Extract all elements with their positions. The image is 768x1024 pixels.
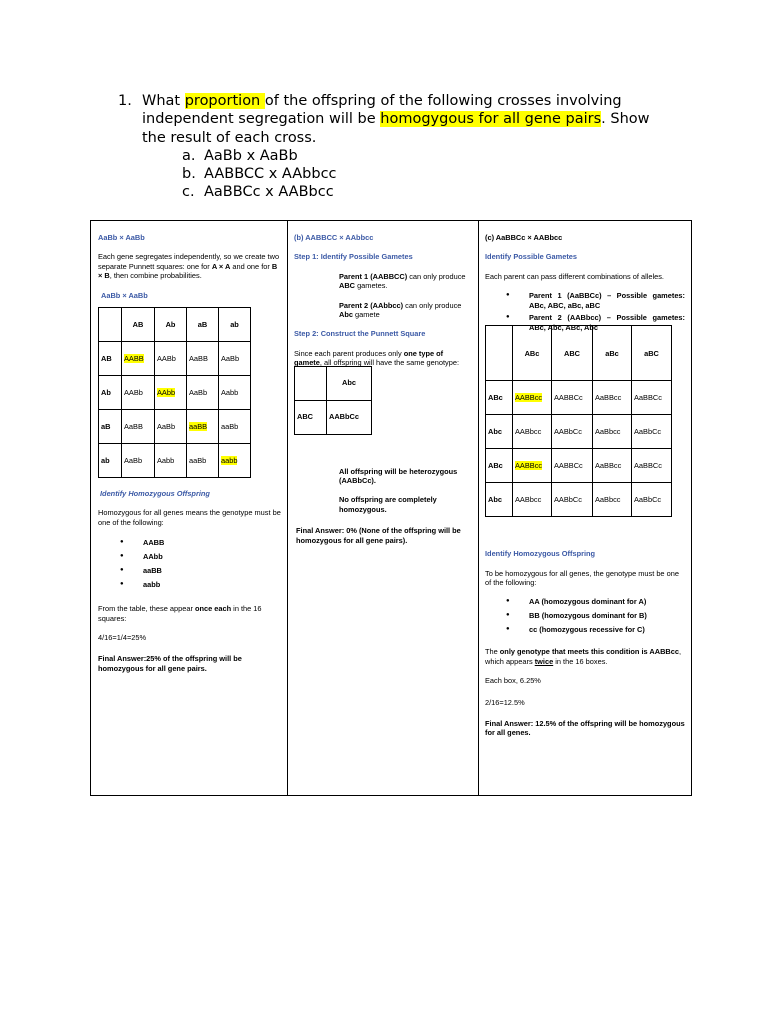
table-cell [122, 342, 155, 376]
table-cell: AaBBcc [593, 449, 632, 483]
text: A × A [211, 261, 231, 271]
column-a-identify-heading: Identify Homozygous Offspring [100, 489, 210, 499]
table-cell: AaBB [122, 410, 155, 444]
column-c-calc: 2/16=12.5% [485, 697, 525, 707]
table-cell: aaBb [219, 410, 251, 444]
column-a-intro [98, 252, 281, 280]
column-b-final-answer: Final Answer: 0% (None of the offspring will be homozygous for all gene pairs). [296, 526, 461, 545]
table-header-cell: ABC [295, 400, 327, 434]
table-cell [155, 376, 187, 410]
table-row-header-cell: AB [99, 342, 122, 376]
text: , all offspring will have the same genotype: [319, 358, 460, 368]
table-cell: AABbcc [513, 483, 552, 517]
column-a-calc: 4/16=1/4=25% [98, 633, 147, 643]
text: can only produce [403, 300, 462, 310]
column-c-homo-list [485, 597, 685, 639]
highlight-proportion: proportion [184, 93, 265, 109]
text: Parent 2 (AAbbcc) [339, 300, 404, 310]
list-item: ● aabb [98, 580, 281, 594]
highlighted-genotype: AABB [124, 353, 144, 363]
table-header-cell: aB [187, 308, 219, 342]
text: From the table, these appear [98, 604, 195, 614]
column-c-only-genotype [485, 647, 685, 666]
punnett-square-a [98, 307, 251, 478]
table-row [486, 449, 672, 483]
table-row [486, 381, 672, 415]
table-row-header-cell: Abc [486, 415, 513, 449]
column-a-appear-text [98, 604, 281, 623]
table-cell: AaBbCc [632, 415, 672, 449]
text: gametes. [355, 281, 388, 291]
table-cell [513, 381, 552, 415]
table-cell: AaBBCc [632, 381, 672, 415]
column-c-final-answer: Final Answer: 12.5% of the offspring will be homozygous for all genes. [485, 719, 685, 738]
table-row [486, 483, 672, 517]
table-header-cell: Ab [155, 308, 187, 342]
table-row-header-cell: ABc [486, 449, 513, 483]
question-row [118, 92, 718, 202]
question-text [142, 92, 649, 202]
text: Each gene segregates independently, so we create two separate Punnett squares: one for [98, 252, 280, 271]
table-row [99, 410, 251, 444]
table-header-cell: ABc [513, 326, 552, 381]
table-row-header-cell: aB [99, 410, 122, 444]
table-header-cell: AB [122, 308, 155, 342]
column-c-to-be: To be homozygous for all genes, the genotype must be one of the following: [485, 568, 679, 588]
question-block [118, 92, 718, 202]
table-header-cell: aBC [632, 326, 672, 381]
list-item: ● Parent 2 (AABbcc) – Possible gametes: ABc, Abc, ABc, Abc [485, 313, 685, 331]
table-header-cell: ABC [552, 326, 593, 381]
text: gamete [352, 310, 380, 320]
table-row-header-cell: Ab [99, 376, 122, 410]
table-cell: AaBb [155, 410, 187, 444]
column-a [91, 221, 288, 795]
table-cell: AABbCc [552, 483, 593, 517]
table-row-header-cell: Abc [486, 483, 513, 517]
text: one type of gamete [294, 348, 444, 368]
table-cell: AABb [155, 342, 187, 376]
table-row [99, 342, 251, 376]
text: , which appears [485, 647, 682, 666]
table-header-cell [99, 308, 122, 342]
table-cell: AaBbcc [593, 483, 632, 517]
column-c-identify-heading: Identify Homozygous Offspring [485, 549, 596, 559]
table-row [99, 376, 251, 410]
sub-letter: a. [182, 147, 196, 164]
column-c [479, 221, 691, 795]
column-a-title: AaBb × AaBb [98, 233, 145, 242]
text: only genotype that meets this condition is AABBcc [499, 647, 679, 657]
list-item: ● aaBB [98, 566, 281, 580]
table-row [295, 366, 372, 400]
highlighted-genotype: aabb [221, 455, 238, 465]
text: Abc [339, 310, 353, 320]
list-item: ● AA (homozygous dominant for A) [485, 597, 685, 611]
question-line-1 [142, 92, 649, 110]
list-item: ● Parent 1 (AaBBCc) – Possible gametes: ABc, ABC, aBc, aBC [485, 291, 685, 313]
table-cell [187, 410, 219, 444]
text: and one for [230, 261, 272, 271]
highlighted-genotype: aaBB [189, 421, 208, 431]
column-c-each-box: Each box, 6.25% [485, 676, 541, 686]
list-item: ● BB (homozygous dominant for B) [485, 611, 685, 625]
sub-question-c [182, 183, 649, 201]
column-b-step1: Step 1: Identify Possible Gametes [294, 252, 413, 262]
question-line-3: the result of each cross. [142, 129, 317, 146]
column-b-since [294, 349, 472, 368]
list-item: ● AAbb [98, 552, 281, 566]
table-cell: AaBb [122, 444, 155, 478]
table-header-cell: Abc [327, 366, 372, 400]
sub-letter: c. [182, 184, 195, 201]
table-cell: AaBbcc [593, 415, 632, 449]
text: . Show [601, 111, 650, 128]
column-c-title: (c) AaBBCc × AABbcc [485, 233, 563, 242]
table-cell: AABBCc [552, 449, 593, 483]
text: of the offspring of the following crosses involving [264, 93, 622, 109]
answer-grid [90, 220, 692, 796]
text: ABC [339, 281, 356, 291]
table-cell [219, 444, 251, 478]
column-c-identify-gametes: Identify Possible Gametes [485, 252, 578, 262]
table-header-row [99, 308, 251, 342]
highlighted-genotype: AAbb [157, 387, 176, 397]
table-cell: AaBBcc [593, 381, 632, 415]
text: independent segregation will be [142, 111, 381, 128]
column-c-each-parent: Each parent can pass different combinations of alleles. [485, 271, 664, 281]
list-item: ● cc (homozygous recessive for C) [485, 625, 685, 639]
text: once each [194, 604, 232, 614]
column-b-no-offspring: No offspring are completely homozygous. [339, 495, 437, 514]
table-cell: AaBb [187, 376, 219, 410]
table-cell: Aabb [155, 444, 187, 478]
sub-text: AaBb x AaBb [204, 147, 298, 164]
highlighted-genotype: AABBcc [515, 393, 543, 403]
table-cell: AaBBCc [632, 449, 672, 483]
text: in the 16 boxes. [553, 656, 608, 666]
text: twice [534, 656, 554, 666]
column-a-subtitle: AaBb × AaBb [101, 290, 148, 300]
sub-text: AABBCC x AAbbcc [204, 166, 337, 183]
column-b-step2: Step 2: Construct the Punnett Square [294, 329, 426, 339]
text: B × B [98, 261, 278, 281]
sub-question-b [182, 165, 649, 183]
punnett-square-c [485, 325, 672, 517]
table-cell: AABb [122, 376, 155, 410]
column-b-all-offspring: All offspring will be heterozygous (AABbCc). [339, 466, 458, 486]
table-row [295, 400, 372, 434]
text: can only produce [407, 271, 466, 281]
column-c-gamete-list [485, 291, 685, 331]
table-cell: AABbCc [552, 415, 593, 449]
text: in the 16 squares: [98, 604, 262, 623]
column-a-homo-text: Homozygous for all genes means the genotype must be one of the following: [98, 508, 281, 527]
table-cell: AABbcc [513, 415, 552, 449]
table-row-header-cell: ABc [486, 381, 513, 415]
sub-letter: b. [182, 166, 196, 183]
table-row [486, 415, 672, 449]
table-header-cell [486, 326, 513, 381]
punnett-square-b [294, 366, 372, 435]
text: Since each parent produces only [294, 348, 404, 358]
text: What [142, 93, 185, 109]
table-cell: AaBbCc [632, 483, 672, 517]
table-header-cell: aBc [593, 326, 632, 381]
column-a-final-answer: Final Answer:25% of the offspring will be homozygous for all gene pairs. [98, 654, 242, 673]
table-cell: AaBb [219, 342, 251, 376]
table-cell: AaBB [187, 342, 219, 376]
table-cell: aaBb [187, 444, 219, 478]
table-cell [295, 366, 327, 400]
table-cell: Aabb [219, 376, 251, 410]
table-cell: AABbCc [327, 400, 372, 434]
list-item: ● AABB [98, 538, 281, 552]
highlighted-genotype: AABBcc [515, 461, 543, 471]
text: Parent 1 (AABBCC) [339, 271, 408, 281]
sub-question-a [182, 147, 649, 165]
question-line-2 [142, 110, 649, 128]
question-number: 1. [118, 93, 132, 109]
column-b-title: (b) AABBCC × AAbbcc [294, 233, 374, 242]
table-row-header-cell: ab [99, 444, 122, 478]
table-cell [513, 449, 552, 483]
column-b-parent2 [294, 301, 472, 320]
table-header-cell: ab [219, 308, 251, 342]
highlight-homozygous: homogygous for all gene pairs [380, 111, 602, 128]
table-row [99, 444, 251, 478]
column-b [288, 221, 479, 795]
table-cell: AABBCc [552, 381, 593, 415]
column-a-bullet-list [98, 538, 281, 594]
sub-questions [182, 147, 649, 202]
text: The [485, 647, 500, 657]
table-header-row [486, 326, 672, 381]
sub-text: AaBBCc x AABbcc [204, 184, 334, 201]
column-b-parent1 [294, 272, 472, 291]
text: , then combine probabilities. [109, 271, 202, 281]
